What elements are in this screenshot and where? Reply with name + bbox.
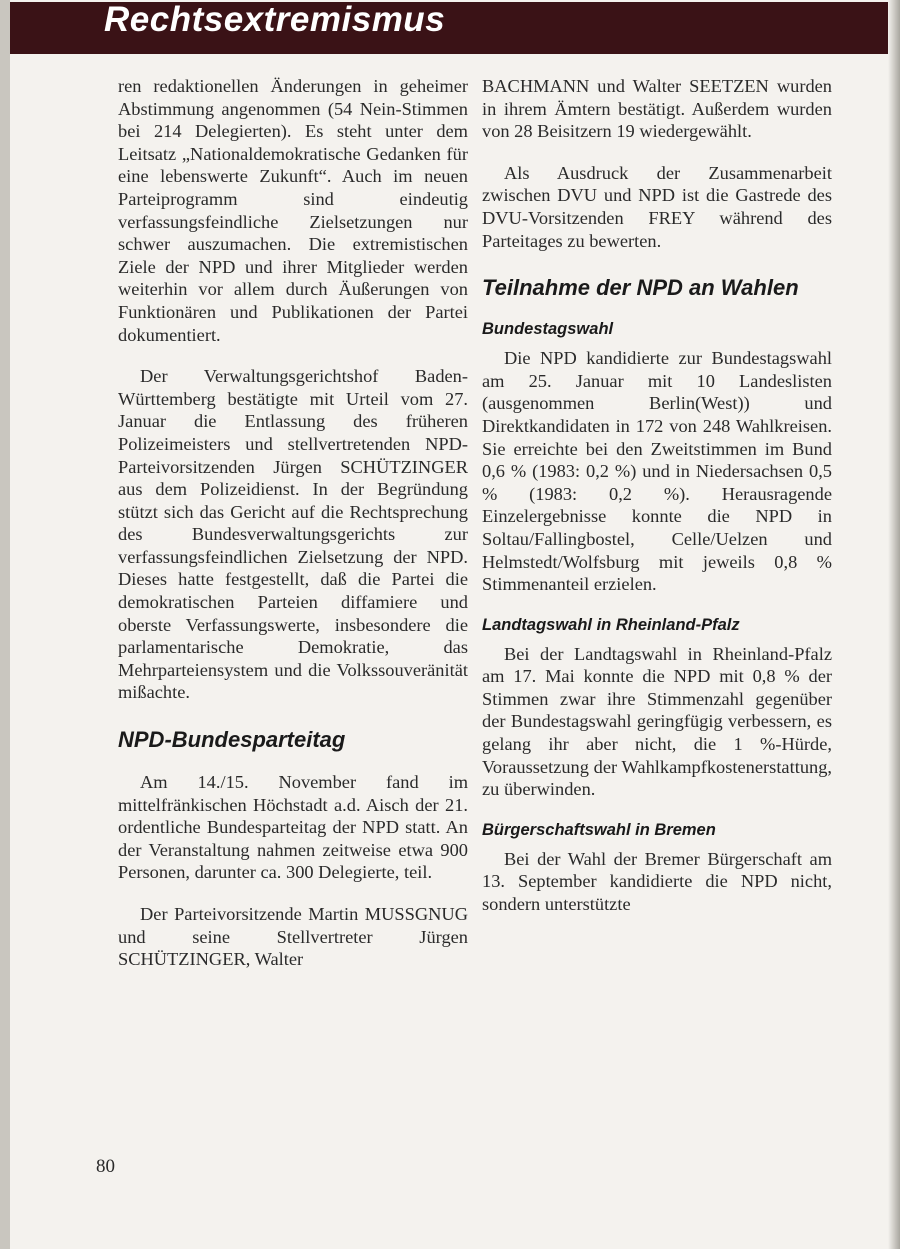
paragraph: Als Ausdruck der Zusammenarbeit zwischen DVU und NPD ist die Gastrede des DVU-Vorsitzenden FREY während des Parteitages zu bewerten. (482, 162, 832, 251)
subheading-buergerschaftswahl: Bürgerschaftswahl in Bremen (482, 820, 716, 839)
left-column (118, 75, 468, 990)
paragraph: Bei der Wahl der Bremer Bürgerschaft am 13. September kandidierte die NPD nicht, sondern unterstützte (482, 848, 832, 915)
paragraph: BACHMANN und Walter SEETZEN wurden in ihrem Ämtern bestätigt. Außerdem wurden von 28 Beisitzern 19 wiedergewählt. (482, 76, 832, 142)
page-edge-right (888, 0, 900, 1249)
page-edge-left (0, 0, 10, 1249)
section-heading-bundesparteitag: NPD-Bundesparteitag (118, 727, 346, 753)
paragraph: Am 14./15. November fand im mittelfränkischen Höchstadt a.d. Aisch der 21. ordentliche Bundesparteitag der NPD statt. An der Veranstaltung nahmen zeitweise etwa 900 Personen, darunter ca. 300 Delegierte, teil. (118, 772, 468, 883)
paragraph: Der Parteivorsitzende Martin MUSSGNUG und seine Stellvertreter Jürgen SCHÜTZINGER, Walter (118, 904, 468, 970)
paragraph: Der Verwaltungsgerichtshof Baden-Württemberg bestätigte mit Urteil vom 27. Januar die Entlassung des früheren Polizeimeisters und stellvertretenden NPD-Parteivorsitzenden Jürgen SCHÜTZINGER aus dem Polizeidienst. In der Begründung stützt sich das Gericht auf die Rechtsprechung des Bundesverwaltungsgerichts zur verfassungsfeindlichen Zielsetzung der NPD. Dieses hatte festgestellt, daß die Partei die demokratischen Parteien diffamiere und oberste Verfassungswerte, insbesondere die parlamentarische Demokratie, das Mehrparteiensystem und die Volkssouveränität mißachte. (118, 366, 468, 703)
paragraph: Die NPD kandidierte zur Bundestagswahl am 25. Januar mit 10 Landeslisten (ausgenommen Berlin(West)) und Direktkandidaten in 172 von 248 Wahlkreisen. Sie erreichte bei den Zweitstimmen im Bund 0,6 % (1983: 0,2 %) und in Niedersachsen 0,5 % (1983: 0,2 %). Herausragende Einzelergebnisse konnte die NPD in Soltau/Fallingbostel, Celle/Uelzen und Helmstedt/Wolfsburg mit jeweils 0,8 % Stimmenanteil erzielen. (482, 348, 832, 595)
header-bar (10, 2, 888, 54)
right-column (482, 75, 832, 935)
paragraph: ren redaktionellen Änderungen in geheimer Abstimmung angenommen (54 Nein-Stimmen bei 214 Delegierten). Es steht unter dem Leitsatz „Nationaldemokratische Gedanken für eine lebenswerte Zukunft“. Auch im neuen Parteiprogramm sind eindeutig verfassungsfeindliche Zielsetzungen nur schwer auszumachen. Die extremistischen Ziele der NPD und ihrer Mitglieder werden weiterhin vor allem durch Äußerungen von Funktionären und Publikationen der Partei dokumentiert. (118, 76, 468, 345)
paragraph: Bei der Landtagswahl in Rheinland-Pfalz am 17. Mai konnte die NPD mit 0,8 % der Stimmen zwar ihre Stimmenzahl gegenüber der Bundestagswahl geringfügig verbessern, es gelang ihr aber nicht, die 1 %-Hürde, Voraussetzung der Wahlkampfkostenerstattung, zu überwinden. (482, 643, 832, 800)
section-title: Rechtsextremismus (104, 0, 446, 39)
subheading-bundestagswahl: Bundestagswahl (482, 320, 614, 339)
subheading-landtagswahl: Landtagswahl in Rheinland-Pfalz (482, 615, 740, 634)
page-number: 80 (96, 1156, 115, 1177)
section-heading-wahlen: Teilnahme der NPD an Wahlen (482, 275, 799, 301)
